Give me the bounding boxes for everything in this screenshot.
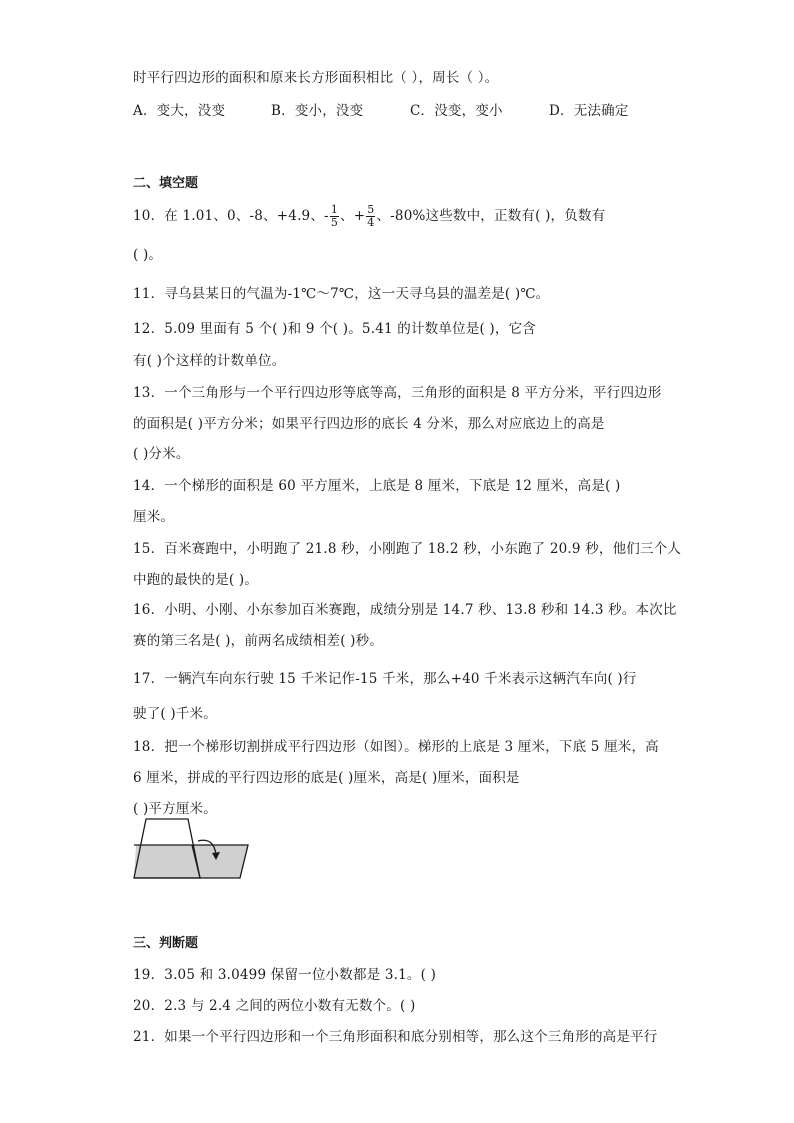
frac2-numerator: 5 [367,203,375,216]
q16-line2: 赛的第三名是( )，前两名成绩相差( )秒。 [133,633,384,649]
q18-line2: 6 厘米，拼成的平行四边形的底是( )厘米，高是( )厘米，面积是 [133,770,520,786]
q17-line2: 驶了( )千米。 [133,706,217,722]
q13-line3: ( )分米。 [133,446,190,462]
q10-line1 [133,204,605,229]
q10-fraction-one-fifth [330,204,339,229]
q16-line1: 16．小明、小刚、小东参加百米赛跑，成绩分别是 14.7 秒、13.8 秒和 14.3 秒。本次比 [133,602,677,618]
section-true-false-title: 三、判断题 [133,936,199,951]
q9-option-d[interactable]: D．无法确定 [549,103,629,119]
q13-line1: 13．一个三角形与一个平行四边形等底等高，三角形的面积是 8 平方分米，平行四边形 [133,385,662,401]
frac2-denominator: 4 [367,216,375,229]
q17-line1: 17．一辆汽车向东行驶 15 千米记作-15 千米，那么+40 千米表示这辆汽车向( )行 [133,671,637,687]
q9-continuation: 时平行四边形的面积和原来长方形面积相比（ ），周长（ ）。 [133,70,499,86]
q10-fraction-five-fourths [366,204,375,229]
section-fill-in-title: 二、填空题 [133,176,199,191]
q15-line1: 15．百米赛跑中，小明跑了 21.8 秒，小刚跑了 18.2 秒，小东跑了 20.9 秒，他们三个人 [133,541,682,557]
q10-part3: 、-80%这些数中，正数有( )，负数有 [376,208,606,224]
q12-line1: 12．5.09 里面有 5 个( )和 9 个( )。5.41 的计数单位是( )，它含 [133,321,536,337]
frac1-numerator: 1 [330,203,339,216]
q9-option-c[interactable]: C．没变，变小 [410,103,503,119]
parallelogram-shaded-region [134,845,248,878]
q9-option-b[interactable]: B．变小，没变 [271,103,364,119]
q14-line1: 14．一个梯形的面积是 60 平方厘米，上底是 8 厘米，下底是 12 厘米，高是( ) [133,478,621,494]
q9-options [133,99,629,119]
q11-text: 11．寻乌县某日的气温为-1℃～7℃，这一天寻乌县的温差是( )℃。 [133,286,550,302]
q15-line2: 中跑的最快的是( )。 [133,572,259,588]
q19-text: 19．3.05 和 3.0499 保留一位小数都是 3.1。( ) [133,967,437,983]
trapezoid-parallelogram-figure [128,815,284,885]
q13-line2: 的面积是( )平方分米；如果平行四边形的底长 4 分米，那么对应底边上的高是 [133,416,605,432]
q18-line3: ( )平方厘米。 [133,801,217,817]
frac1-denominator: 5 [330,216,339,229]
q20-text: 20．2.3 与 2.4 之间的两位小数有无数个。( ) [133,998,416,1014]
q21-text: 21．如果一个平行四边形和一个三角形面积和底分别相等，那么这个三角形的高是平行 [133,1029,658,1045]
q9-option-a[interactable]: A．变大，没变 [133,103,226,119]
q18-line1: 18．把一个梯形切割拼成平行四边形（如图）。梯形的上底是 3 厘米，下底 5 厘米，高 [133,739,659,755]
q12-line2: 有( )个这样的计数单位。 [133,353,286,369]
q10-line2: ( )。 [133,247,163,263]
q10-part2: 、+ [340,208,366,224]
q10-part1: 10．在 1.01、0、-8、+4.9、- [133,208,329,224]
q14-line2: 厘米。 [133,509,175,525]
